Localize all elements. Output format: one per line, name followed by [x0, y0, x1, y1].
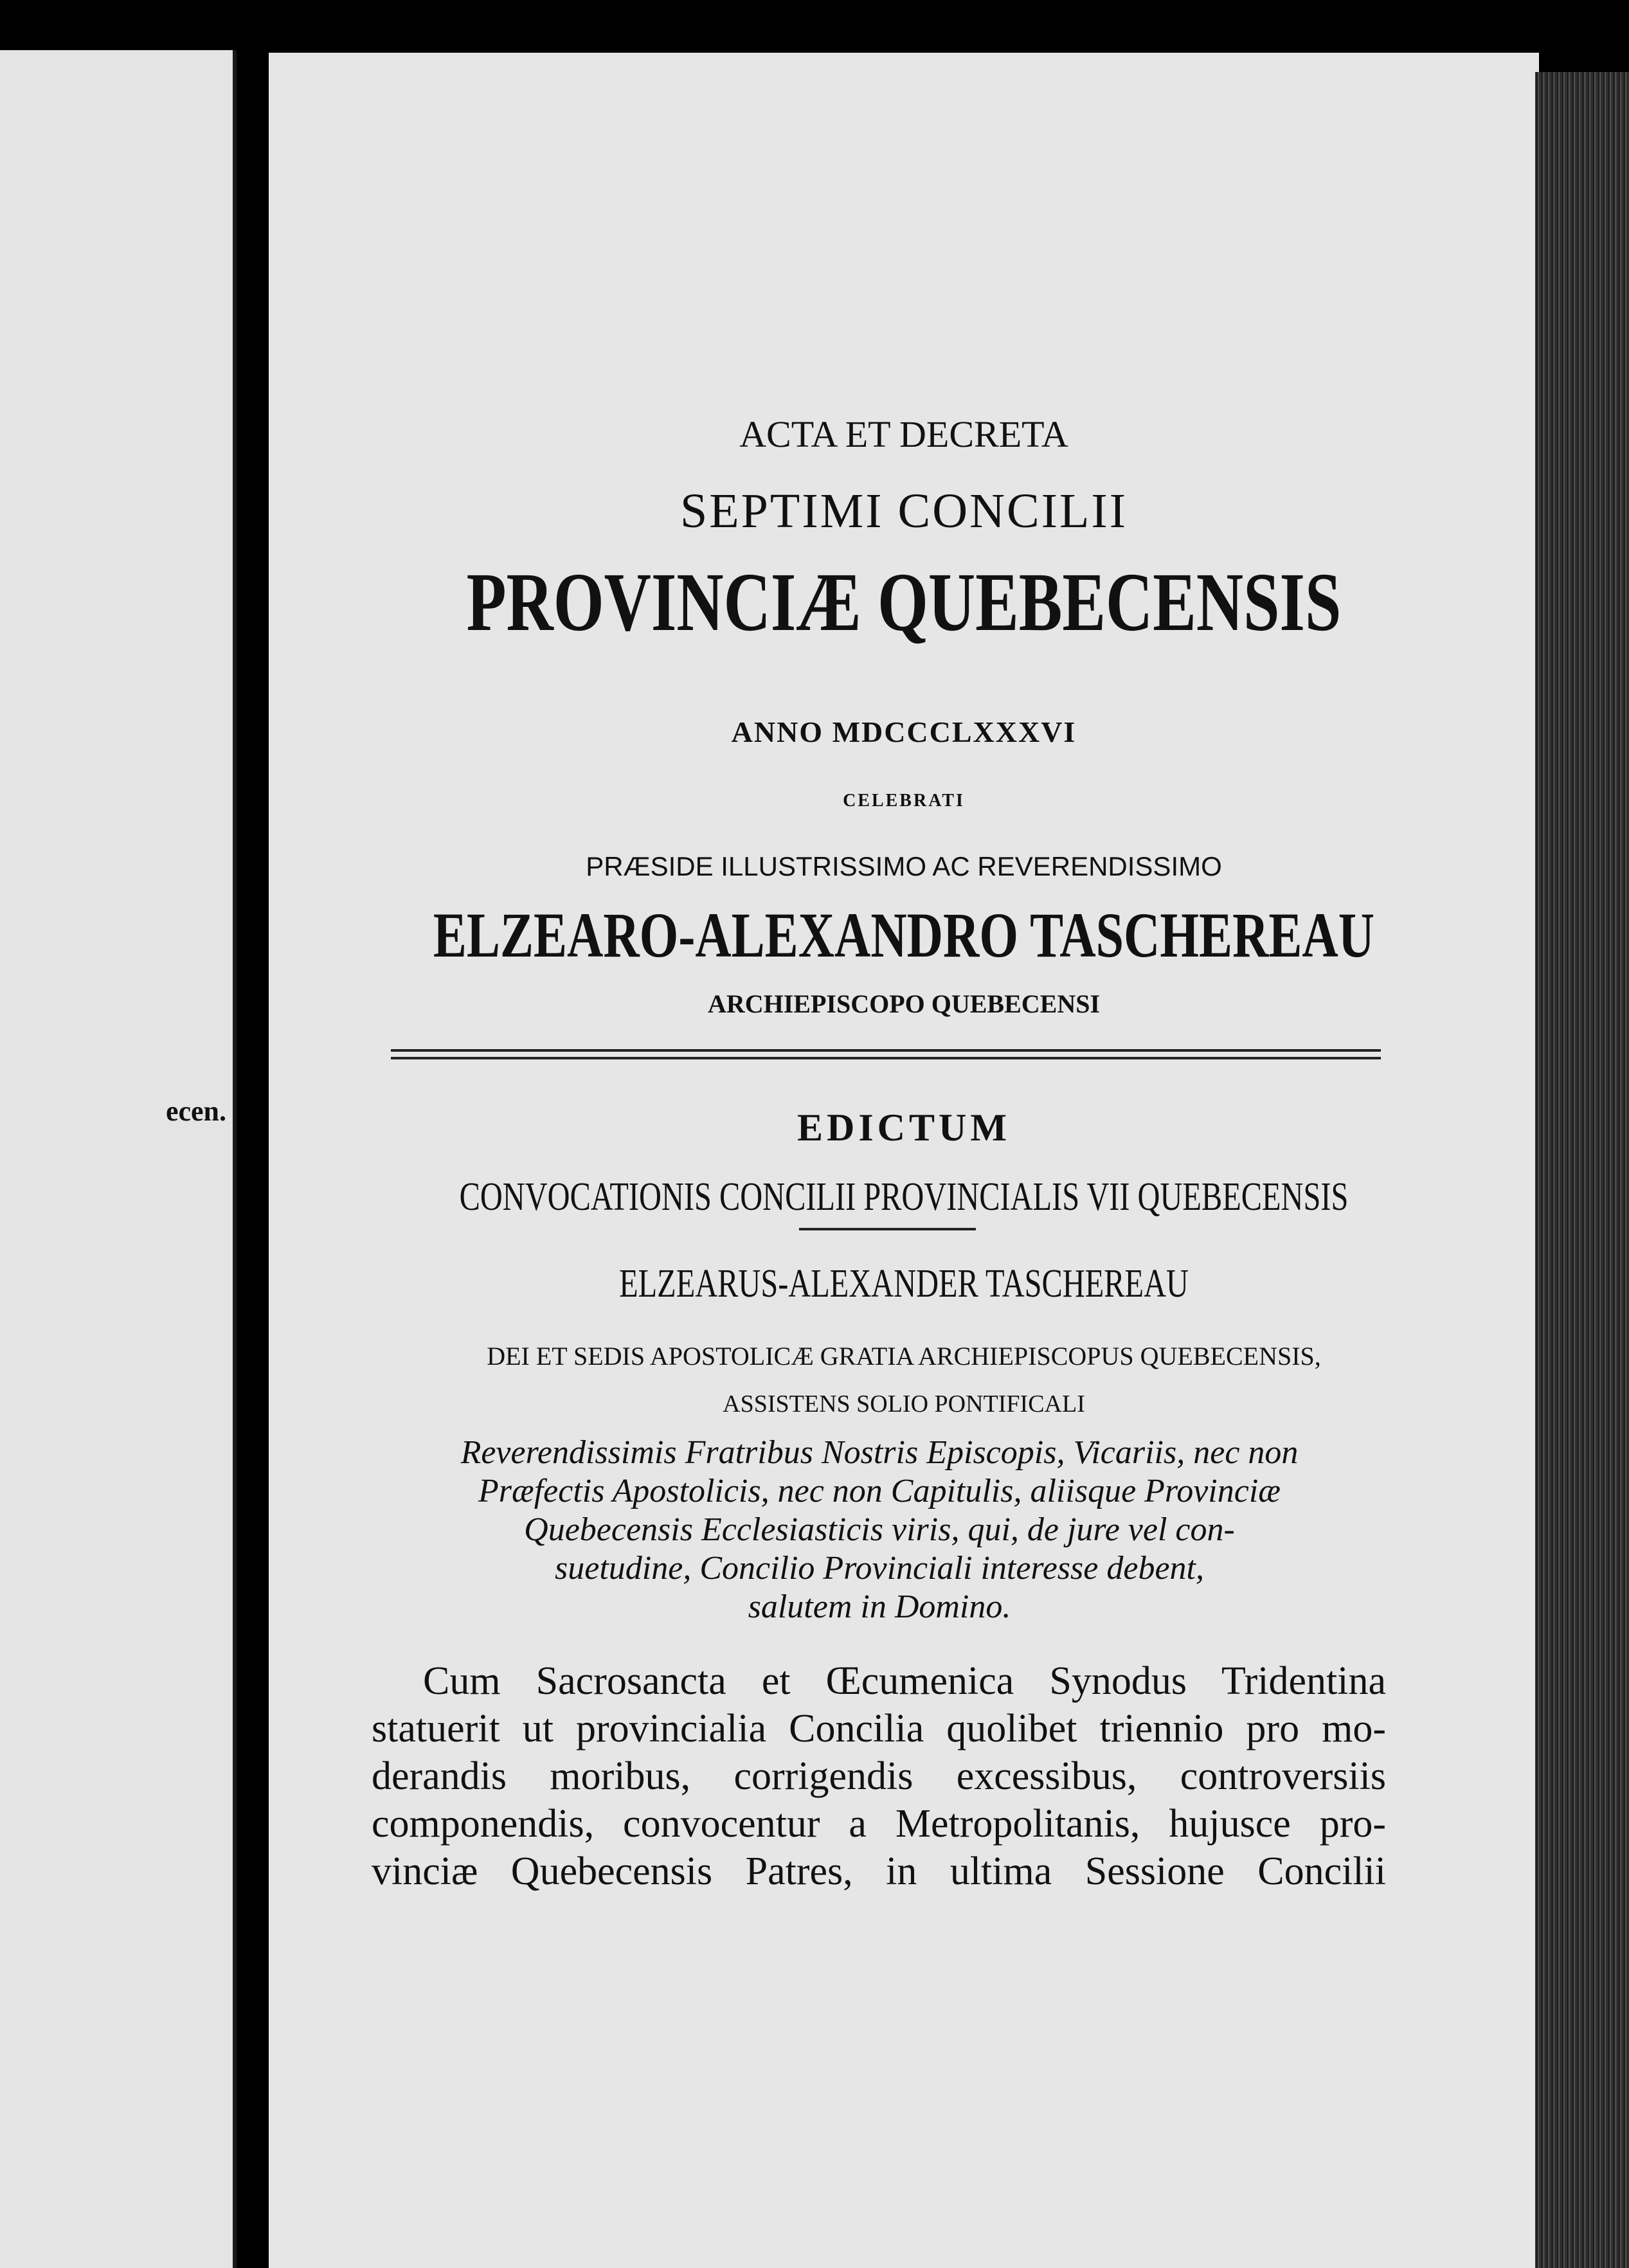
left-page — [0, 50, 237, 2268]
author-name: ELZEARUS-ALEXANDER TASCHEREAU — [619, 1262, 1189, 1306]
address-line: Quebecensis Ecclesiasticis viris, qui, de jure vel con- — [524, 1511, 1235, 1548]
edict-subheading: CONVOCATIONIS CONCILII PROVINCIALIS VII QUEBECENSIS — [459, 1175, 1349, 1219]
address-line: suetudine, Concilio Provinciali interesse debent, — [555, 1550, 1204, 1587]
double-rule-divider — [391, 1049, 1381, 1059]
title-line-archbishop-name: ELZEARO-ALEXANDRO TASCHEREAU — [433, 899, 1375, 971]
body-text-line: Cum Sacrosancta et Œcumenica Synodus Tridentina — [423, 1659, 1386, 1703]
title-line-septimi: SEPTIMI CONCILII — [680, 484, 1128, 538]
address-line: Reverendissimis Fratribus Nostris Episcopis, Vicariis, nec non — [460, 1434, 1299, 1471]
body-text-line: derandis moribus, corrigendis excessibus, controversiis — [372, 1754, 1386, 1798]
title-line-praeside: PRÆSIDE ILLUSTRISSIMO AC REVERENDISSIMO — [586, 851, 1222, 881]
address-line: salutem in Domino. — [748, 1589, 1011, 1625]
title-line-provinciae: PROVINCIÆ QUEBECENSIS — [466, 556, 1342, 649]
short-rule-divider — [799, 1228, 976, 1230]
title-line-archiepiscopo: ARCHIEPISCOPO QUEBECENSI — [707, 989, 1101, 1018]
title-line-celebrati: CELEBRATI — [843, 791, 965, 811]
page-edge-texture — [1535, 72, 1629, 2268]
title-line-acta: ACTA ET DECRETA — [739, 413, 1068, 455]
body-text-line: vinciæ Quebecensis Patres, in ultima Sessione Concilii — [372, 1850, 1386, 1893]
edict-heading: EDICTUM — [797, 1106, 1011, 1149]
address-paragraph — [372, 1434, 1387, 1626]
body-text-line: statuerit ut provincialia Concilia quolibet triennio pro mo- — [372, 1707, 1386, 1751]
title-page — [269, 53, 1539, 2268]
left-page-text-fragment: ecen. — [165, 1095, 226, 1127]
address-line: Præfectis Apostolicis, nec non Capitulis, aliisque Provinciæ — [478, 1473, 1281, 1509]
body-text-line: componendis, convocentur a Metropolitanis, hujusce pro- — [372, 1802, 1386, 1846]
title-line-anno: ANNO MDCCCLXXXVI — [731, 716, 1077, 748]
author-title-line-2: ASSISTENS SOLIO PONTIFICALI — [723, 1390, 1085, 1418]
author-title-line-1: DEI ET SEDIS APOSTOLICÆ GRATIA ARCHIEPISCOPUS QUEBECENSIS, — [487, 1342, 1321, 1371]
